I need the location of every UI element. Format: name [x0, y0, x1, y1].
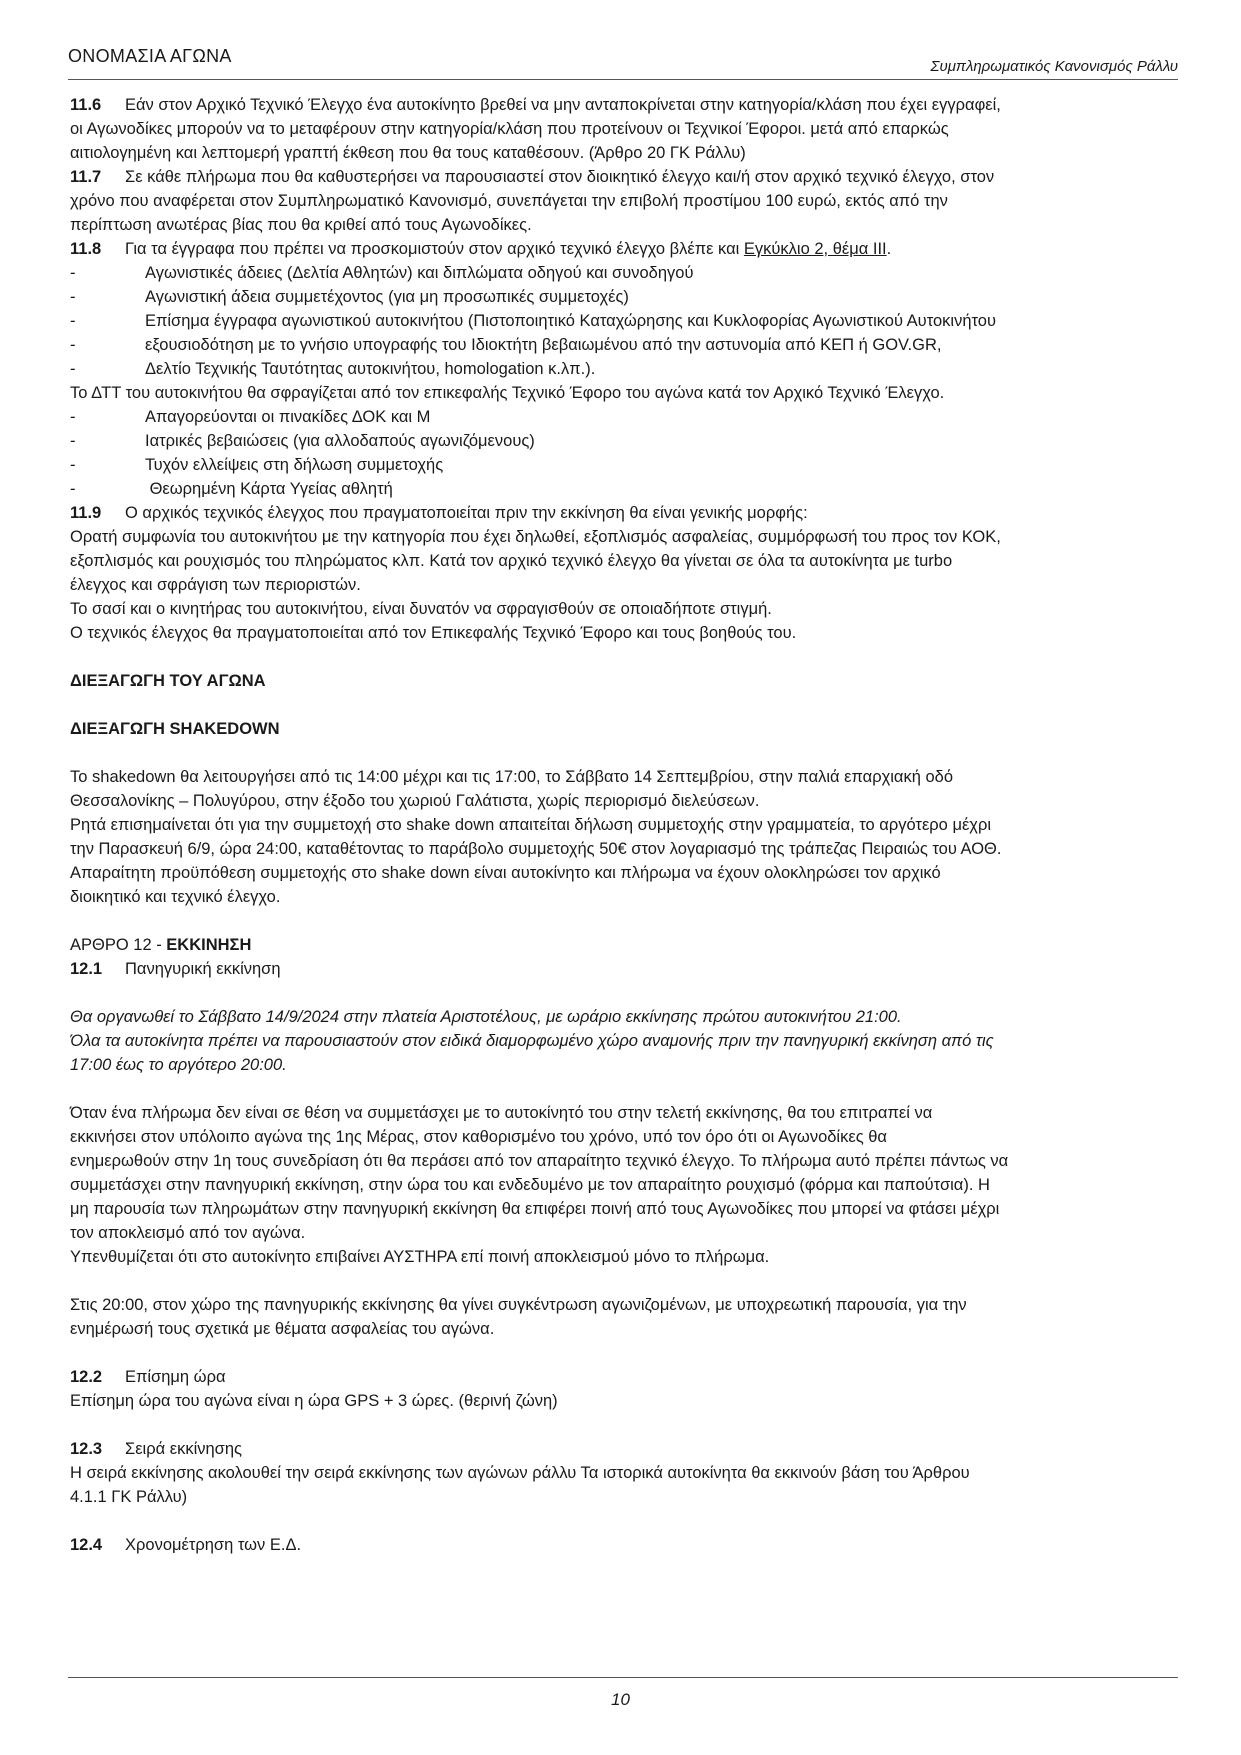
clause-12-3: [70, 1437, 1180, 1461]
clause-text: Για τα έγγραφα που πρέπει να προσκομιστούν στον αρχικό τεχνικό έλεγχο βλέπε και: [125, 240, 744, 258]
page-number: 10: [611, 1690, 630, 1709]
event-name: ΟΝΟΜΑΣΙΑ ΑΓΩΝΑ: [68, 46, 232, 66]
clause-text-end: .: [886, 240, 892, 258]
clause-number: 11.8: [70, 240, 102, 258]
list-item: - Τυχόν ελλείψεις στη δήλωση συμμετοχής: [70, 453, 1180, 477]
article-12-heading: [70, 933, 1180, 957]
page-body: [70, 93, 1180, 1557]
list-item: - Θεωρημένη Κάρτα Υγείας αθλητή: [70, 477, 1180, 501]
list-item: - Αγωνιστικές άδειες (Δελτία Αθλητών) και διπλώματα οδηγού και συνοδηγού: [70, 261, 1180, 285]
clause-text-line: Ο τεχνικός έλεγχος θα πραγματοποιείται από τον Επικεφαλής Τεχνικό Έφορο και τους βοηθούς του.: [70, 624, 797, 642]
clause-12-1: [70, 957, 1180, 981]
list-item: - Αγωνιστική άδεια συμμετέχοντος (για μη προσωπικές συμμετοχές): [70, 285, 1180, 309]
footer-rule: [68, 1677, 1178, 1678]
clause-text-line: Ορατή συμφωνία του αυτοκινήτου με την κατηγορία που έχει δηλωθεί, εξοπλισμός ασφαλείας, συμμόρφωσή του προς τον ΚΟΚ,: [70, 528, 1001, 546]
paragraph-line: Στις 20:00, στον χώρο της πανηγυρικής εκκίνησης θα γίνει συγκέντρωση αγωνιζομένων, με υποχρεωτική παρουσία, για την: [70, 1296, 967, 1314]
paragraph-line: Όταν ένα πλήρωμα δεν είναι σε θέση να συμμετάσχει με το αυτοκίνητό του στην τελετή εκκίνησης, θα του επιτραπεί να: [70, 1104, 933, 1122]
clause-title: Χρονομέτρηση των Ε.Δ.: [125, 1536, 302, 1554]
clause-text-line: εξοπλισμός και ρουχισμός του πληρώματος κλπ. Κατά τον αρχικό τεχνικό έλεγχο θα γίνεται σε όλα τα αυτοκίνητα με turbo: [70, 552, 953, 570]
circular-link[interactable]: Εγκύκλιο 2, θέμα ΙΙΙ: [743, 240, 887, 258]
list-item: - Επίσημα έγγραφα αγωνιστικού αυτοκινήτου (Πιστοποιητικό Καταχώρησης και Κυκλοφορίας Αγωνιστικού Αυτοκινήτου: [70, 309, 1180, 333]
list-item-text: Απαγορεύονται οι πινακίδες ΔΟΚ και Μ: [145, 408, 431, 426]
clause-text-line: χρόνο που αναφέρεται στον Συμπληρωματικό Κανονισμό, συνεπάγεται την επιβολή προστίμου 100 ευρώ, εκτός από την: [70, 192, 948, 210]
clause-text: Εάν στον Αρχικό Τεχνικό Έλεγχο ένα αυτοκίνητο βρεθεί να μην ανταποκρίνεται στην κατηγορία/κλάση που έχει εγγραφεί,: [125, 96, 1001, 114]
header-rule: [68, 79, 1178, 80]
clause-number: 12.3: [70, 1440, 103, 1458]
document-title: Συμπληρωματικός Κανονισμός Ράλλυ: [930, 58, 1178, 75]
shakedown-text-line: διοικητικό και τεχνικό έλεγχο.: [70, 888, 281, 906]
paragraph-line: τον αποκλεισμό από τον αγώνα.: [70, 1224, 306, 1242]
clause-11-6: [70, 93, 1180, 117]
ceremony-text-line: Όλα τα αυτοκίνητα πρέπει να παρουσιαστούν στον ειδικά διαμορφωμένο χώρο αναμονής πριν την πανηγυρική εκκίνηση από τις: [70, 1032, 994, 1050]
clause-number: 11.6: [70, 96, 102, 114]
shakedown-text-line: την Παρασκευή 6/9, ώρα 24:00, καταθέτοντας το παράβολο συμμετοχής 50€ στον λογαριασμό της τράπεζας Πειραιώς του ΑΟΘ.: [70, 840, 1002, 858]
article-prefix: ΑΡΘΡΟ 12 -: [70, 936, 167, 954]
clause-text-line: έλεγχος και σφράγιση των περιοριστών.: [70, 576, 361, 594]
list-item-text: Θεωρημένη Κάρτα Υγείας αθλητή: [145, 480, 393, 498]
clause-text-line: Το σασί και ο κινητήρας του αυτοκινήτου, είναι δυνατόν να σφραγισθούν σε οποιαδήποτε στιγμή.: [70, 600, 772, 618]
paragraph-line: μη παρουσία των πληρωμάτων στην πανηγυρική εκκίνηση θα επιφέρει ποινή από τους Αγωνοδίκες που μπορεί να φτάσει μέχρι: [70, 1200, 1000, 1218]
clause-text-line: οι Αγωνοδίκες μπορούν να το μεταφέρουν στην κατηγορία/κλάση που προτείνουν οι Τεχνικοί Έφοροι. μετά από επαρκώς: [70, 120, 949, 138]
paragraph-line: ενημερωθούν στην 1η τους συνεδρίαση ότι θα περάσει από τον απαραίτητο τεχνικό έλεγχο. Το πλήρωμα αυτό πρέπει πάντως να: [70, 1152, 1009, 1170]
list-item-text: Τυχόν ελλείψεις στη δήλωση συμμετοχής: [145, 456, 444, 474]
clause-number: 12.1: [70, 960, 103, 978]
paragraph-line: εκκινήσει στον υπόλοιπο αγώνα της 1ης Μέρας, στον καθορισμένο του χρόνο, υπό τον όρο ότι οι Αγωνοδίκες θα: [70, 1128, 887, 1146]
clause-12-4: [70, 1533, 1180, 1557]
clause-text: Ο αρχικός τεχνικός έλεγχος που πραγματοποιείται πριν την εκκίνηση θα είναι γενικής μορφής:: [125, 504, 808, 522]
clause-11-8: [70, 237, 1180, 261]
clause-text-line: αιτιολογημένη και λεπτομερή γραπτή έκθεση που θα τους καταθέσουν. (Άρθρο 20 ΓΚ Ράλλυ): [70, 144, 746, 162]
list-item: - Απαγορεύονται οι πινακίδες ΔΟΚ και Μ: [70, 405, 1180, 429]
list-item-text: Αγωνιστικές άδειες (Δελτία Αθλητών) και διπλώματα οδηγού και συνοδηγού: [145, 264, 694, 282]
list-item-text: Δελτίο Τεχνικής Ταυτότητας αυτοκινήτου, homologation κ.λπ.).: [145, 360, 596, 378]
list-item-text: Αγωνιστική άδεια συμμετέχοντος (για μη προσωπικές συμμετοχές): [145, 288, 629, 306]
list-item-text: Επίσημα έγγραφα αγωνιστικού αυτοκινήτου (Πιστοποιητικό Καταχώρησης και Κυκλοφορίας Αγωνιστικού Αυτοκινήτου: [145, 312, 996, 330]
section-heading-conduct: ΔΙΕΞΑΓΩΓΗ ΤΟΥ ΑΓΩΝΑ: [70, 672, 266, 690]
clause-12-2: [70, 1365, 1180, 1389]
ceremony-text-line: Θα οργανωθεί το Σάββατο 14/9/2024 στην πλατεία Αριστοτέλους, με ωράριο εκκίνησης πρώτου αυτοκινήτου 21:00.: [70, 1008, 902, 1026]
clause-text-line: 4.1.1 ΓΚ Ράλλυ): [70, 1488, 188, 1506]
shakedown-text-line: Απαραίτητη προϋπόθεση συμμετοχής στο shake down είναι αυτοκίνητο και πλήρωμα να έχουν ολοκληρώσει τον αρχικό: [70, 864, 941, 882]
shakedown-text-line: Ρητά επισημαίνεται ότι για την συμμετοχή στο shake down απαιτείται δήλωση συμμετοχής στην γραμματεία, το αργότερο μέχρι: [70, 816, 992, 834]
clause-text-line: περίπτωση ανωτέρας βίας που θα κριθεί από τους Αγωνοδίκες.: [70, 216, 532, 234]
clause-number: 11.7: [70, 168, 102, 186]
clause-title: Πανηγυρική εκκίνηση: [125, 960, 281, 978]
clause-title: Σειρά εκκίνησης: [125, 1440, 242, 1458]
section-heading-shakedown: ΔΙΕΞΑΓΩΓΗ SHAKEDOWN: [70, 720, 280, 738]
list-item: - Δελτίο Τεχνικής Ταυτότητας αυτοκινήτου, homologation κ.λπ.).: [70, 357, 1180, 381]
paragraph-line: Υπενθυμίζεται ότι στο αυτοκίνητο επιβαίνει ΑΥΣΤΗΡΑ επί ποινή αποκλεισμού μόνο το πλήρωμα.: [70, 1248, 770, 1266]
article-title: ΕΚΚΙΝΗΣΗ: [166, 936, 252, 954]
clause-number: 11.9: [70, 504, 102, 522]
clause-title: Επίσημη ώρα: [125, 1368, 226, 1386]
clause-number: 12.4: [70, 1536, 103, 1554]
paragraph-line: ενημέρωσή τους σχετικά με θέματα ασφαλείας του αγώνα.: [70, 1320, 495, 1338]
list-item-text: εξουσιοδότηση με το γνήσιο υπογραφής του Ιδιοκτήτη βεβαιωμένου από την αστυνομία από ΚΕΠ ή GOV.GR,: [145, 336, 942, 354]
ceremony-text-line: 17:00 έως το αργότερο 20:00.: [70, 1056, 287, 1074]
shakedown-text-line: Το shakedown θα λειτουργήσει από τις 14:00 μέχρι και τις 17:00, το Σάββατο 14 Σεπτεμβρίου, στην παλιά επαρχιακή οδό: [70, 768, 953, 786]
clause-number: 12.2: [70, 1368, 103, 1386]
clause-11-7: [70, 165, 1180, 189]
shakedown-text-line: Θεσσαλονίκης – Πολυγύρου, στην έξοδο του χωριού Γαλάτιστα, χωρίς περιορισμό διελεύσεων.: [70, 792, 760, 810]
clause-text-line: Η σειρά εκκίνησης ακολουθεί την σειρά εκκίνησης των αγώνων ράλλυ Τα ιστορικά αυτοκίνητα θα εκκινούν βάση του Άρθρου: [70, 1464, 970, 1482]
dtt-sentence: Το ΔΤΤ του αυτοκινήτου θα σφραγίζεται από τον επικεφαλής Τεχνικό Έφορο του αγώνα κατά τον Αρχικό Τεχνικό Έλεγχο.: [70, 384, 945, 402]
list-item: - Ιατρικές βεβαιώσεις (για αλλοδαπούς αγωνιζόμενους): [70, 429, 1180, 453]
clause-11-9: [70, 501, 1180, 525]
clause-text: Σε κάθε πλήρωμα που θα καθυστερήσει να παρουσιαστεί στον διοικητικό έλεγχο και/ή στον αρχικό τεχνικό έλεγχο, στον: [125, 168, 995, 186]
clause-text-line: Επίσημη ώρα του αγώνα είναι η ώρα GPS + 3 ώρες. (θερινή ζώνη): [70, 1392, 558, 1410]
paragraph-line: συμμετάσχει στην πανηγυρική εκκίνηση, στην ώρα του και ενδεδυμένο με τον απαραίτητο ρουχισμό (φόρμα και παπούτσια). Η: [70, 1176, 990, 1194]
list-item: - εξουσιοδότηση με το γνήσιο υπογραφής του Ιδιοκτήτη βεβαιωμένου από την αστυνομία από ΚΕΠ ή GOV.GR,: [70, 333, 1180, 357]
list-item-text: Ιατρικές βεβαιώσεις (για αλλοδαπούς αγωνιζόμενους): [145, 432, 535, 450]
